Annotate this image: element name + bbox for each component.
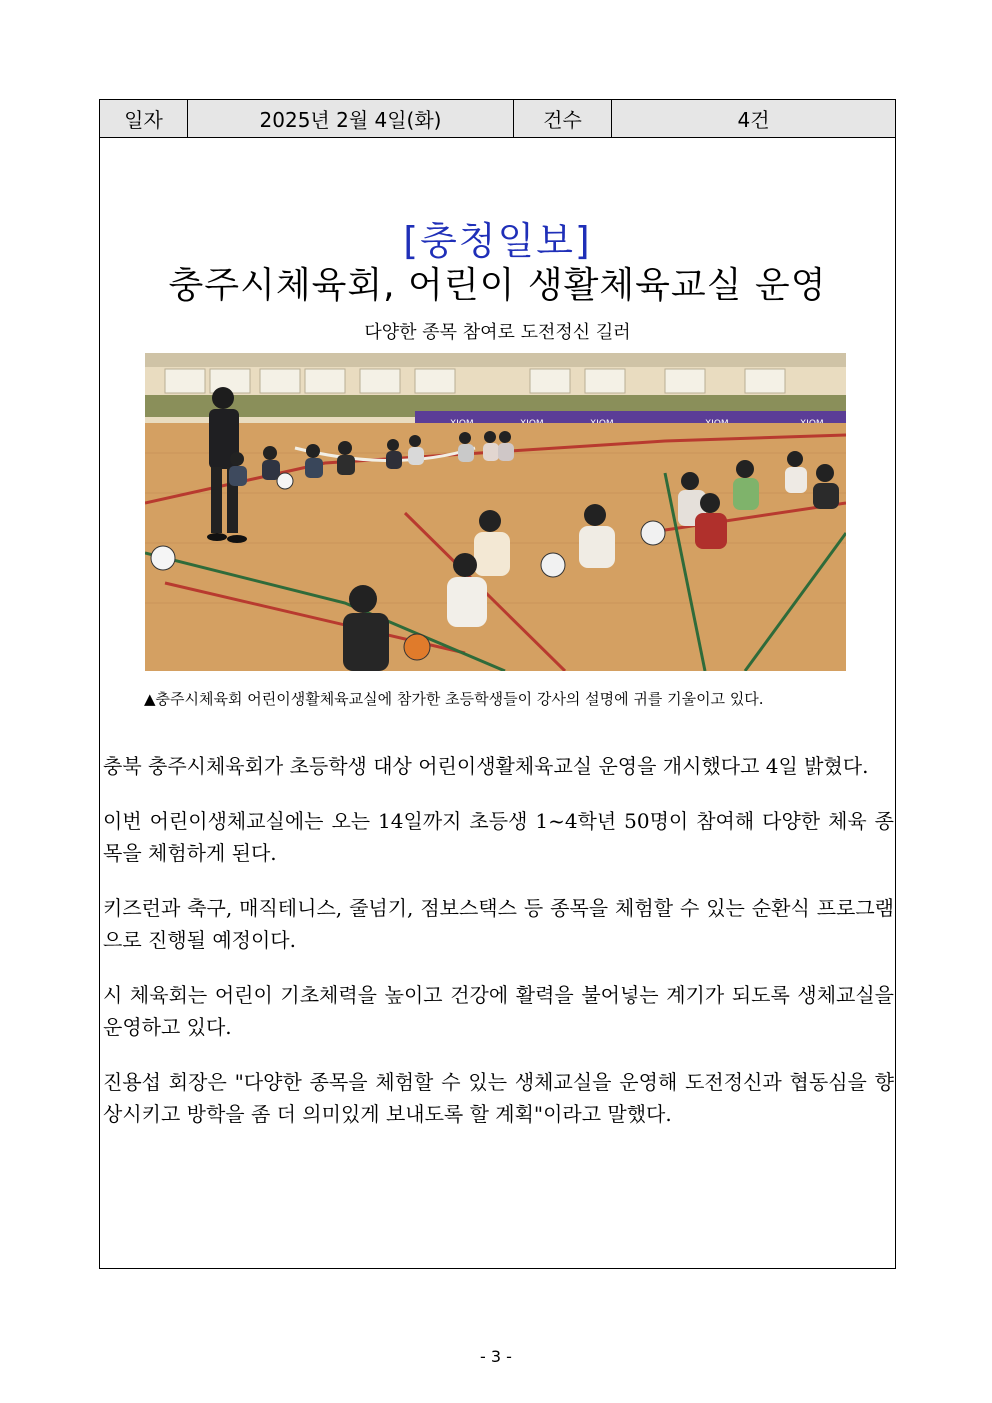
date-value: 2025년 2월 4일(화) [188, 100, 514, 137]
children-sports-class-photo [145, 353, 846, 671]
news-source: [충청일보] [403, 219, 592, 263]
article-paragraph: 이번 어린이생체교실에는 오는 14일까지 초등생 1~4학년 50명이 참여해 다양한 체육 종목을 체험하게 된다. [103, 809, 894, 865]
gym-scene-illustration [145, 353, 846, 671]
count-label: 건수 [514, 100, 612, 137]
article-paragraph: 진용섭 회장은 "다양한 종목을 체험할 수 있는 생체교실을 운영해 도전정신과 협동심을 향상시키고 방학을 좀 더 의미있게 보내도록 할 계획"이라고 말했다. [103, 1070, 894, 1126]
page-number: - 3 - [480, 1347, 512, 1366]
article-body [103, 750, 894, 1153]
header-row [100, 100, 895, 138]
article-paragraph: 키즈런과 축구, 매직테니스, 줄넘기, 점보스택스 등 종목을 체험할 수 있는 순환식 프로그램으로 진행될 예정이다. [103, 896, 894, 952]
article-frame [99, 99, 896, 1269]
headline: 충주시체육회, 어린이 생활체육교실 운영 [168, 265, 827, 306]
article-paragraph: 충북 충주시체육회가 초등학생 대상 어린이생활체육교실 운영을 개시했다고 4일 밝혔다. [103, 754, 869, 778]
subheadline: 다양한 종목 참여로 도전정신 길러 [364, 322, 631, 343]
article-paragraph: 시 체육회는 어린이 기초체력을 높이고 건강에 활력을 불어넣는 계기가 되도록 생체교실을 운영하고 있다. [103, 983, 894, 1039]
photo-caption: ▲충주시체육회 어린이생활체육교실에 참가한 초등학생들이 강사의 설명에 귀를 기울이고 있다. [144, 690, 764, 708]
date-label: 일자 [100, 100, 188, 137]
count-value: 4건 [737, 108, 770, 132]
